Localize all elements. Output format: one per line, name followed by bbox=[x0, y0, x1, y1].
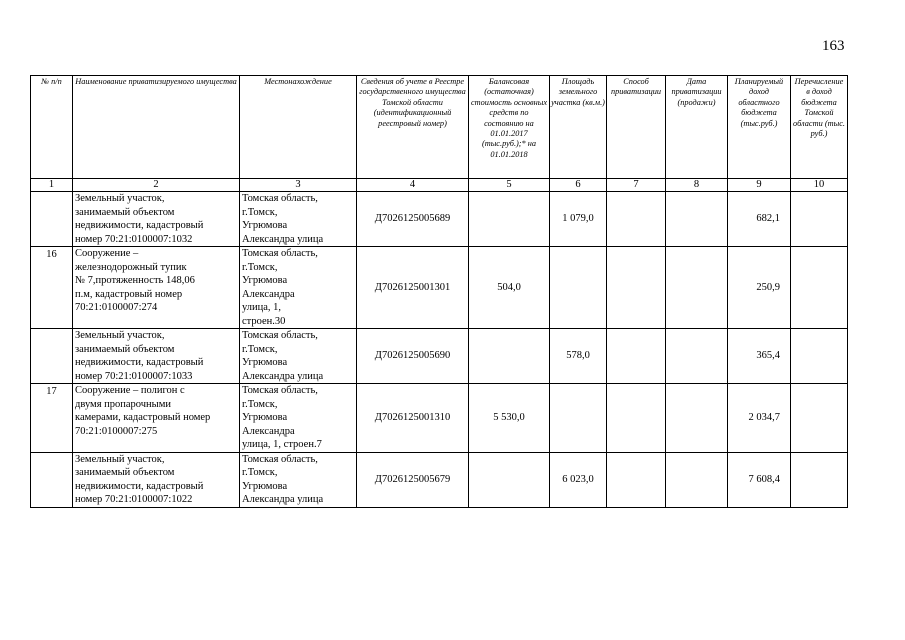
cell-registry: Д7026125001310 bbox=[357, 384, 469, 453]
cell-balance bbox=[469, 452, 550, 507]
column-number: 10 bbox=[791, 179, 848, 192]
cell-location-text: Томская область, г.Томск, Угрюмова Александра улица, 1, строен.30 bbox=[242, 248, 318, 327]
table-row bbox=[31, 247, 848, 329]
privatization-table bbox=[30, 75, 848, 508]
cell-num bbox=[31, 452, 73, 507]
header-cell-date: Дата приватизации (продажи) bbox=[666, 76, 728, 179]
cell-name bbox=[73, 329, 240, 384]
header-cell-location: Местонахождение bbox=[240, 76, 357, 179]
cell-num: 17 bbox=[31, 384, 73, 453]
column-number: 7 bbox=[607, 179, 666, 192]
cell-area: 1 079,0 bbox=[550, 192, 607, 247]
table-row bbox=[31, 192, 848, 247]
column-number: 1 bbox=[31, 179, 73, 192]
cell-location-text: Томская область, г.Томск, Угрюмова Александра улица bbox=[242, 330, 324, 382]
column-number-row bbox=[31, 179, 848, 192]
header-cell-transfer: Перечисление в доход бюджета Томской области (тыс. руб.) bbox=[791, 76, 848, 179]
column-number: 9 bbox=[728, 179, 791, 192]
cell-location-text: Томская область, г.Томск, Угрюмова Александра улица, 1, строен.7 bbox=[242, 385, 322, 450]
cell-name bbox=[73, 247, 240, 329]
cell-transfer bbox=[791, 384, 848, 453]
column-number: 4 bbox=[357, 179, 469, 192]
table-row bbox=[31, 452, 848, 507]
cell-name bbox=[73, 384, 240, 453]
cell-location bbox=[240, 247, 357, 329]
cell-area: 578,0 bbox=[550, 329, 607, 384]
cell-name-text: Земельный участок, занимаемый объектом недвижимости, кадастровый номер 70:21:0100007:1022 bbox=[75, 453, 204, 505]
header-cell-registry: Сведения об учете в Реестре государственного имущества Томской области (идентификационный реестровый номер) bbox=[357, 76, 469, 179]
cell-transfer bbox=[791, 192, 848, 247]
column-number: 6 bbox=[550, 179, 607, 192]
cell-balance: 5 530,0 bbox=[469, 384, 550, 453]
cell-balance bbox=[469, 329, 550, 384]
cell-name-text: Земельный участок, занимаемый объектом недвижимости, кадастровый номер 70:21:0100007:1033 bbox=[75, 330, 204, 382]
cell-registry: Д7026125001301 bbox=[357, 247, 469, 329]
column-number: 5 bbox=[469, 179, 550, 192]
cell-date bbox=[666, 247, 728, 329]
cell-income: 2 034,7 bbox=[728, 384, 791, 453]
cell-location bbox=[240, 384, 357, 453]
cell-date bbox=[666, 329, 728, 384]
cell-transfer bbox=[791, 247, 848, 329]
cell-num: 16 bbox=[31, 247, 73, 329]
header-cell-balance: Балансовая (остаточная) стоимость основных средств по состоянию на 01.01.2017 (тыс.руб.);* на 01.01.2018 bbox=[469, 76, 550, 179]
cell-location bbox=[240, 452, 357, 507]
header-cell-name: Наименование приватизируемого имущества bbox=[73, 76, 240, 179]
cell-method bbox=[607, 329, 666, 384]
cell-num bbox=[31, 329, 73, 384]
header-cell-area: Площадь земельного участка (кв.м.) bbox=[550, 76, 607, 179]
cell-num bbox=[31, 192, 73, 247]
table-row bbox=[31, 384, 848, 453]
table-row bbox=[31, 329, 848, 384]
cell-area bbox=[550, 247, 607, 329]
cell-transfer bbox=[791, 452, 848, 507]
cell-transfer bbox=[791, 329, 848, 384]
cell-location-text: Томская область, г.Томск, Угрюмова Александра улица bbox=[242, 193, 324, 245]
cell-name-text: Сооружение – полигон с двумя пропарочными камерами, кадастровый номер 70:21:0100007:275 bbox=[75, 385, 211, 437]
cell-date bbox=[666, 192, 728, 247]
cell-income: 7 608,4 bbox=[728, 452, 791, 507]
header-row bbox=[31, 76, 848, 179]
header-cell-income: Планируемый доход областного бюджета (тыс.руб.) bbox=[728, 76, 791, 179]
cell-name-text: Сооружение – железнодорожный тупик № 7,протяженность 148,06 п.м, кадастровый номер 70:21:0100007:274 bbox=[75, 248, 195, 313]
cell-method bbox=[607, 452, 666, 507]
cell-registry: Д7026125005679 bbox=[357, 452, 469, 507]
cell-name bbox=[73, 192, 240, 247]
cell-name bbox=[73, 452, 240, 507]
cell-registry: Д7026125005690 bbox=[357, 329, 469, 384]
header-cell-method: Способ приватизации bbox=[607, 76, 666, 179]
page-number: 163 bbox=[822, 38, 845, 54]
column-number: 3 bbox=[240, 179, 357, 192]
header-cell-num: № п/п bbox=[31, 76, 73, 179]
cell-date bbox=[666, 452, 728, 507]
cell-balance bbox=[469, 192, 550, 247]
cell-registry: Д7026125005689 bbox=[357, 192, 469, 247]
cell-method bbox=[607, 247, 666, 329]
column-number: 8 bbox=[666, 179, 728, 192]
cell-area: 6 023,0 bbox=[550, 452, 607, 507]
cell-method bbox=[607, 384, 666, 453]
cell-income: 365,4 bbox=[728, 329, 791, 384]
cell-date bbox=[666, 384, 728, 453]
cell-location bbox=[240, 329, 357, 384]
cell-location-text: Томская область, г.Томск, Угрюмова Александра улица bbox=[242, 453, 324, 505]
cell-location bbox=[240, 192, 357, 247]
cell-area bbox=[550, 384, 607, 453]
column-number: 2 bbox=[73, 179, 240, 192]
cell-income: 682,1 bbox=[728, 192, 791, 247]
cell-income: 250,9 bbox=[728, 247, 791, 329]
cell-method bbox=[607, 192, 666, 247]
cell-balance: 504,0 bbox=[469, 247, 550, 329]
cell-name-text: Земельный участок, занимаемый объектом недвижимости, кадастровый номер 70:21:0100007:1032 bbox=[75, 193, 204, 245]
